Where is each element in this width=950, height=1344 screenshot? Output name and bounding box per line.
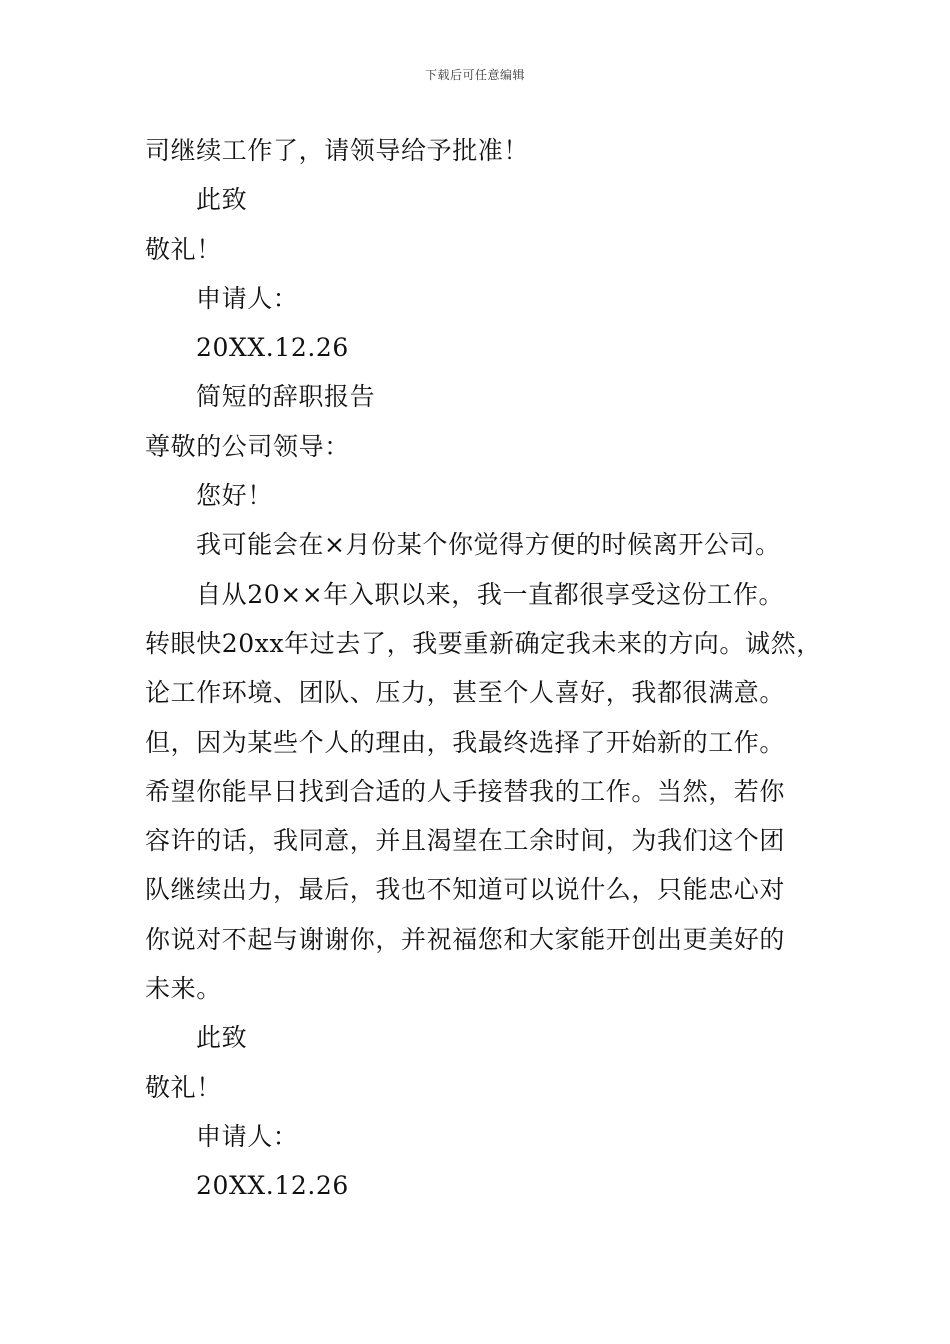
text-line: 20XX.12.26	[196, 333, 349, 363]
text-line: 自从20××年入职以来，我一直都很享受这份工作。	[196, 579, 785, 609]
text-line: 申请人：	[196, 1121, 299, 1151]
text-line: 论工作环境、团队、压力，甚至个人喜好，我都很满意。	[145, 678, 786, 708]
text-line: 未来。	[145, 974, 222, 1004]
header-note: 下载后可任意编辑	[424, 68, 525, 82]
text-line: 容许的话，我同意，并且渴望在工余时间，为我们这个团	[145, 826, 786, 856]
text-line: 希望你能早日找到合适的人手接替我的工作。当然，若你	[145, 776, 786, 806]
text-line: 此致	[196, 1023, 248, 1053]
text-line: 敬礼！	[145, 1072, 222, 1102]
text-line: 队继续出力，最后，我也不知道可以说什么，只能忠心对	[145, 875, 786, 905]
document-body	[145, 126, 835, 1211]
text-line: 我可能会在×月份某个你觉得方便的时候离开公司。	[196, 530, 781, 560]
text-line: 此致	[196, 185, 248, 215]
text-line: 您好！	[196, 481, 273, 511]
text-line: 司继续工作了，请领导给予批准！	[145, 136, 530, 165]
text-line: 你说对不起与谢谢你，并祝福您和大家能开创出更美好的	[145, 924, 786, 954]
text-line: 尊敬的公司领导：	[145, 431, 350, 461]
text-line: 但，因为某些个人的理由，我最终选择了开始新的工作。	[145, 727, 786, 757]
text-line: 敬礼！	[145, 234, 222, 264]
text-line: 申请人：	[196, 283, 299, 313]
text-line: 转眼快20xx年过去了，我要重新确定我未来的方向。诚然，	[145, 628, 822, 658]
text-line: 20XX.12.26	[196, 1171, 349, 1201]
text-line: 简短的辞职报告	[196, 382, 376, 412]
